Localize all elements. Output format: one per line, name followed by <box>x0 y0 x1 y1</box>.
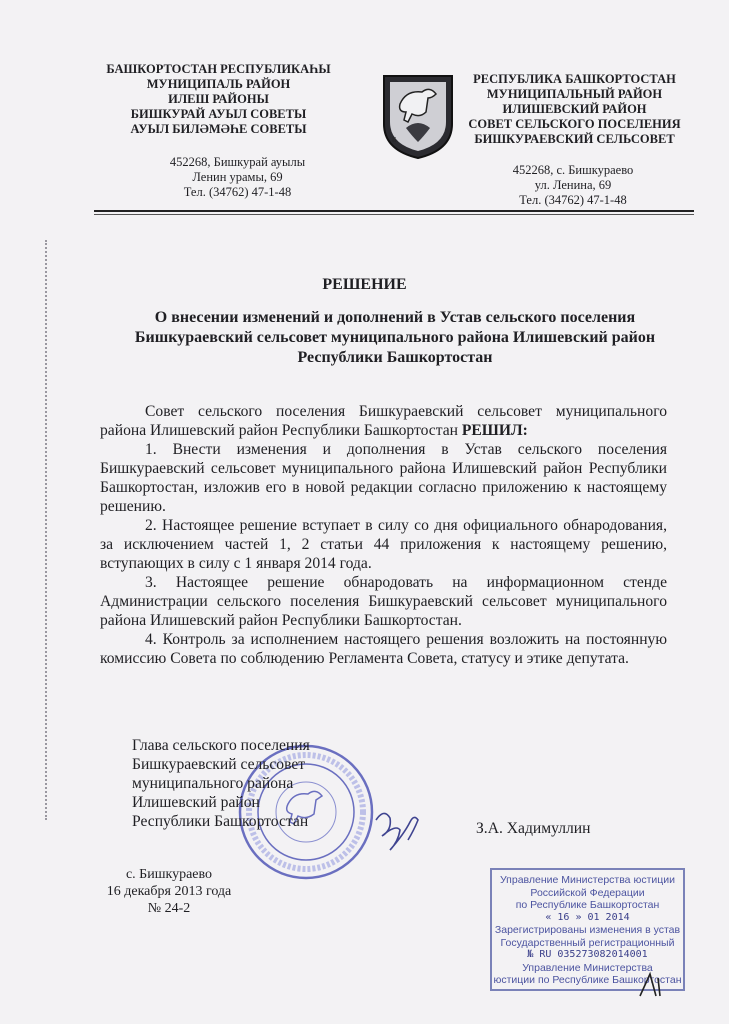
stamp-date: « 16 » 01 2014 <box>545 911 630 923</box>
place: с. Бишкураево <box>125 867 213 882</box>
header-left-line: МУНИЦИПАЛЬ РАЙОН <box>146 77 291 91</box>
document-title: РЕШЕНИЕ <box>322 276 407 293</box>
preamble <box>100 402 667 440</box>
header-right-line: СОВЕТ СЕЛЬСКОГО ПОСЕЛЕНИЯ <box>468 117 681 131</box>
coat-of-arms-icon <box>378 72 458 160</box>
position-line: муниципального района <box>132 775 294 792</box>
stamp-line: Зарегистрированы изменения в устав <box>494 924 681 936</box>
subtitle-line: О внесении изменений и дополнений в Устав сельского поселения <box>154 309 636 326</box>
date: 16 декабря 2013 года <box>106 884 232 899</box>
address-left <box>155 155 320 200</box>
header-left <box>106 62 331 137</box>
stamp-line: Государственный регистрационный <box>500 936 675 949</box>
stamp-line: Управление Министерства <box>522 961 653 974</box>
header-right-line: БИШКУРАЕВСКИЙ СЕЛЬСОВЕТ <box>474 132 675 146</box>
preamble-text: Совет сельского поселения Бишкураевский сельсовет муниципального района Илишевский район Республики Башкортостан <box>100 403 667 439</box>
decision-item: 3. Настоящее решение обнародовать на информационном стенде Администрации сельского поселения Бишкураевский сельсовет муниципального района Илишевский район Республики Башкортостан. <box>100 574 667 629</box>
position-line: Бишкураевский сельсовет <box>132 756 306 773</box>
address-right <box>493 163 653 208</box>
position-line: Глава сельского поселения <box>132 737 310 754</box>
decision-item: 4. Контроль за исполнением настоящего решения возложить на постоянную комиссию Совета по соблюдению Регламента Совета, статусу и этике депутата. <box>100 631 667 667</box>
document-number: № 24-2 <box>147 901 191 916</box>
header-left-line: АУЫЛ БИЛӘМӘҺЕ СОВЕТЫ <box>130 122 307 136</box>
document-subtitle <box>110 308 680 368</box>
binding-stitch <box>45 240 47 820</box>
header-divider <box>94 210 694 212</box>
handwritten-signature <box>370 800 430 860</box>
signatory-name: З.А. Хадимуллин <box>476 820 591 837</box>
subtitle-line: Республики Башкортостан <box>297 349 493 366</box>
header-right-line: ИЛИШЕВСКИЙ РАЙОН <box>502 102 647 116</box>
header-divider-thin <box>94 214 694 215</box>
address-line: Ленин урамы, 69 <box>192 170 283 184</box>
address-line: Тел. (34762) 47-1-48 <box>183 185 292 199</box>
document-footer <box>96 866 242 917</box>
address-line: 452268, Бишкурай ауылы <box>169 155 306 169</box>
stamp-registration-number: № RU 035273082014001 <box>527 949 648 960</box>
header-left-line: ИЛЕШ РАЙОНЫ <box>168 92 269 106</box>
address-line: 452268, с. Бишкураево <box>512 163 634 177</box>
address-line: ул. Ленина, 69 <box>534 178 612 192</box>
stamp-signature <box>636 970 666 1000</box>
address-line: Тел. (34762) 47-1-48 <box>519 193 627 207</box>
decision-item: 2. Настоящее решение вступает в силу со дня официального обнародования, за исключением частей 1, 2 статьи 44 приложения к настоящему решению, вступающих в силу с 1 января 2014 года. <box>100 517 667 572</box>
header-right <box>462 72 687 147</box>
decision-item: 1. Внести изменения и дополнения в Устав сельского поселения Бишкураевский сельсовет муниципального района Илишевский район Республики Башкортостан, изложив его в новой редакции согласно приложению к настоящему решению. <box>100 441 667 515</box>
stamp-line: юстиции по Республике Башкортостан <box>493 974 682 986</box>
document-body <box>100 402 667 668</box>
subtitle-line: Бишкураевский сельсовет муниципального района Илишевский район <box>134 329 656 346</box>
position-line: Республики Башкортостан <box>132 813 309 830</box>
preamble-resolved: РЕШИЛ: <box>461 422 528 439</box>
stamp-line: Управление Министерства юстиции <box>499 874 675 886</box>
stamp-line: по Республике Башкортостан <box>515 899 660 911</box>
position-line: Илишевский район <box>132 794 260 811</box>
header-right-line: МУНИЦИПАЛЬНЫЙ РАЙОН <box>486 87 663 101</box>
stamp-line: Российской Федерации <box>530 886 645 899</box>
svg-text:II: II <box>392 136 397 144</box>
header-left-line: БИШКУРАЙ АУЫЛ СОВЕТЫ <box>130 107 307 121</box>
header-right-line: РЕСПУБЛИКА БАШКОРТОСТАН <box>473 72 676 86</box>
header-left-line: БАШКОРТОСТАН РЕСПУБЛИКАҺЫ <box>106 62 331 76</box>
signature-position <box>132 736 310 831</box>
